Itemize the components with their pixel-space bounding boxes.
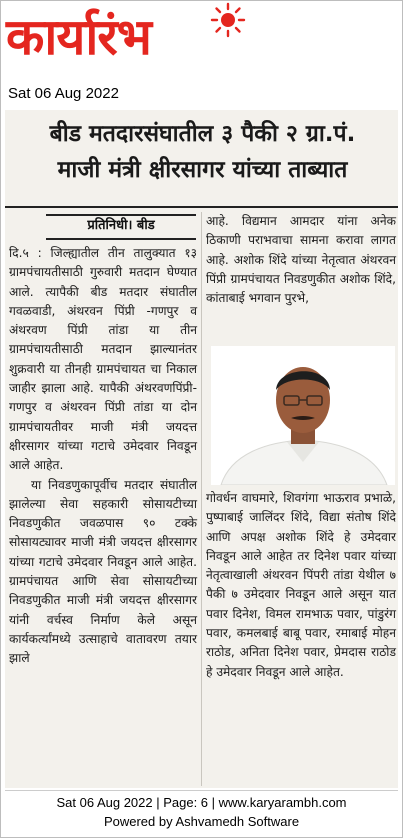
headline-line-1: बीड मतदारसंघातील ३ पैकी २ ग्रा.पं. — [49, 121, 356, 147]
article-headline — [10, 116, 395, 188]
article-column-left — [9, 244, 197, 669]
politician-photo — [211, 346, 395, 485]
footer-page-info[interactable]: Sat 06 Aug 2022 | Page: 6 | www.karyarambh.com — [56, 795, 347, 810]
sun-logo-icon — [210, 2, 246, 38]
masthead — [0, 0, 403, 108]
byline: प्रतिनिधी। बीड — [46, 214, 196, 240]
article-column-right-bottom — [206, 489, 396, 682]
paragraph-4: गोवर्धन वाघमारे, शिवगंगा भाऊराव प्रभाळे, पुष्पाबाई जालिंदर शिंदे, विद्या संतोष शिंदे आणि अपक्ष अशोक शिंदे हे उमेदवार निवडून आले आहेत तर दिनेश पवार यांच्या नेतृत्वाखाली अंथरवन पिंपरी तांडा येथील ७ पैकी ७ उमेदवार निवडून आले असून यात पवार दिनेश, विमल रामभाऊ पवार, पांडुरंग पवार, कमलबाई बाबू पवार, रमाबाई मोहन राठोड, अनिता दिनेश पवार, प्रेमदास राठोड हे उमेदवार निवडून आले आहेत. — [206, 491, 396, 679]
column-divider — [201, 212, 202, 786]
edition-date: Sat 06 Aug 2022 — [8, 85, 119, 102]
newspaper-logo[interactable]: कार्यारंभ — [6, 8, 151, 66]
article-column-right-top — [206, 212, 396, 308]
footer-divider — [5, 790, 398, 791]
paragraph-3: आहे. विद्यमान आमदार यांना अनेक ठिकाणी पराभवाचा सामना करावा लागत आहे. अशोक शिंदे यांच्या नेतृत्वात अंथरवन पिंप्री ग्रामपंचायत निवडणुकीत अशोक शिंदे, कांताबाई भगवान पुरभे, — [206, 214, 396, 306]
paragraph-2: या निवडणुकापूर्वीच मतदार संघातील झालेल्या सेवा सहकारी सोसायटीच्या निवडणुकीत जवळपास ९० टक्के सोसायट्यावर माजी मंत्री जयदत्त क्षीरसागर यांच्या गटाचे उमेदवार निवडून आले आहेत. ग्रामपंचायत आणि सेवा सोसायटीच्या निवडणुकीत माजी मंत्री जयदत्त क्षीरसागर यांनी वर्चस्व निर्माण केले असून कार्यकर्त्यांमध्ये उत्साहाचे वातावरण तयार झाले — [9, 477, 197, 666]
headline-divider — [5, 206, 398, 208]
paragraph-1: दि.५ : जिल्ह्यातील तीन तालुक्यात १३ ग्रामपंचायतीसाठी गुरुवारी मतदान घेण्यात आले. त्यापैकी बीड मतदार संघातील गवळवाडी, अंथरवन पिंप्री -गणपुर व अंथरवण पिंप्री तांडा या तीन ग्रामपंचायतीसाठी मतदान झाल्यानंतर शुक्रवारी या तीनही ग्रामपंचायत चा निकाल जाहीर झाला आहे. यापैकी अंथरवणपिंप्री-गणपुर व अंथरवन पिंप्री तांडा या दोन ग्रामपंचायतीवर माजी मंत्री जयदत्त क्षीरसागर यांच्या गटाचे उमेदवार निवडून आले आहेत. — [9, 246, 197, 473]
portrait-image-icon — [211, 346, 395, 485]
headline-line-2: माजी मंत्री क्षीरसागर यांच्या ताब्यात — [57, 157, 348, 183]
footer-powered-by: Powered by Ashvamedh Software — [103, 814, 300, 829]
